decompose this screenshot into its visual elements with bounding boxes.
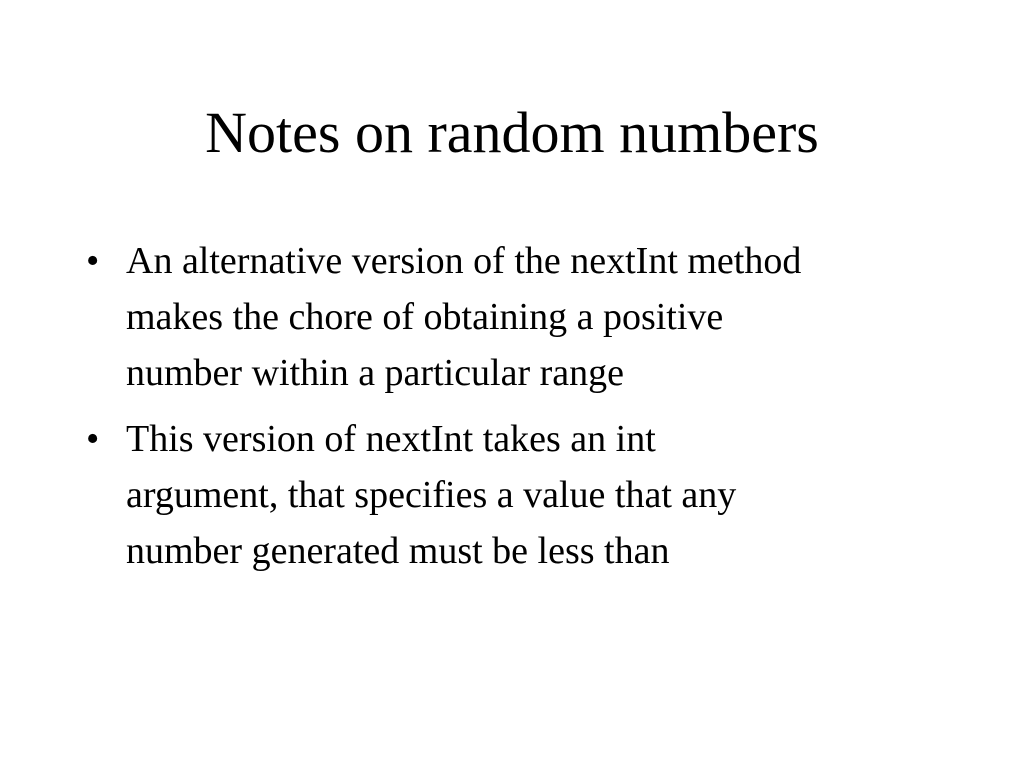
bullet-item — [86, 233, 966, 401]
bullet-line: argument, that specifies a value that any — [126, 474, 737, 516]
bullet-line: number generated must be less than — [126, 530, 670, 572]
bullet-icon: • — [86, 240, 100, 282]
bullet-line: This version of nextInt takes an int — [126, 418, 656, 460]
bullet-line: number within a particular range — [126, 352, 625, 394]
slide-title: Notes on random numbers — [205, 100, 819, 165]
bullet-line: makes the chore of obtaining a positive — [126, 296, 724, 338]
bullet-line: An alternative version of the nextInt method — [126, 240, 802, 282]
bullet-list — [86, 233, 966, 589]
bullet-icon: • — [86, 418, 100, 460]
bullet-item — [86, 411, 966, 579]
